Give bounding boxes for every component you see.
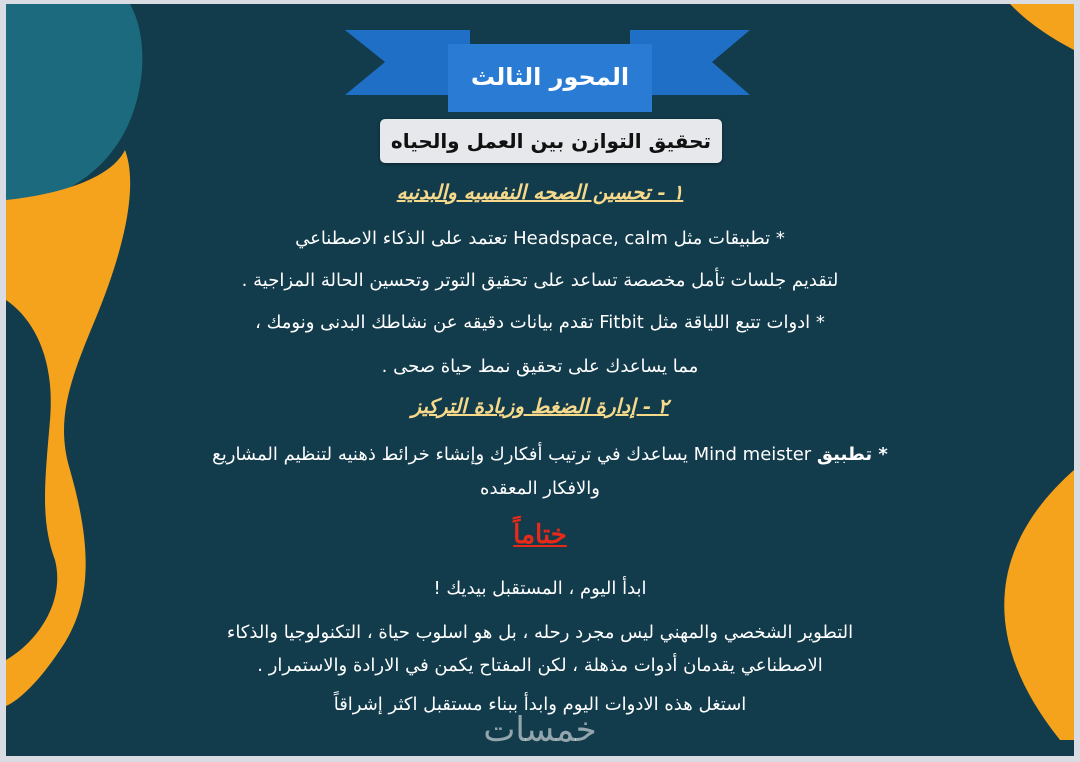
closing-line2: التطوير الشخصي والمهني ليس مجرد رحله ، بل هو اسلوب حياة ، التكنولوجيا والذكاء xyxy=(226,622,854,643)
subtitle: تحقيق التوازن بين العمل والحياه xyxy=(390,129,712,153)
section1-line4: مما يساعدك على تحقيق نمط حياة صحى . xyxy=(381,356,699,377)
slide-base xyxy=(6,4,1074,756)
closing-line1: ابدأ اليوم ، المستقبل بيديك ! xyxy=(433,578,647,599)
section2-line1 xyxy=(130,444,970,465)
closing-heading: ختاماً xyxy=(513,520,567,550)
closing-line4: استغل هذه الادوات اليوم وابدأ ببناء مستقبل اكثر إشراقاً xyxy=(333,694,747,715)
section1-line2: لتقديم جلسات تأمل مخصصة تساعد على تحقيق التوتر وتحسين الحالة المزاجية . xyxy=(241,270,839,291)
section1-line3: * ادوات تتبع اللياقة مثل Fitbit تقدم بيانات دقيقه عن نشاطك البدنى ونومك ، xyxy=(255,312,825,333)
section1-line1: * تطبيقات مثل Headspace, calm تعتمد على الذكاء الاصطناعي xyxy=(295,228,785,249)
section2-lead: * تطبيق xyxy=(816,444,888,465)
section1-heading: ١ - تحسين الصحه النفسيه والبدنيه xyxy=(396,180,684,204)
section2-line2: والافكار المعقده xyxy=(480,478,600,499)
section-title: المحور الثالث xyxy=(470,63,630,91)
section2-line1-rest: Mind meister يساعدك في ترتيب أفكارك وإنشاء خرائط ذهنيه لتنظيم المشاريع xyxy=(212,444,812,465)
closing-line3: الاصطناعي يقدمان أدوات مذهلة ، لكن المفتاح يكمن في الارادة والاستمرار . xyxy=(257,655,823,676)
watermark: خمسات xyxy=(483,710,597,750)
section2-heading: ٢ - إدارة الضغط وزيادة التركيز xyxy=(411,394,669,418)
